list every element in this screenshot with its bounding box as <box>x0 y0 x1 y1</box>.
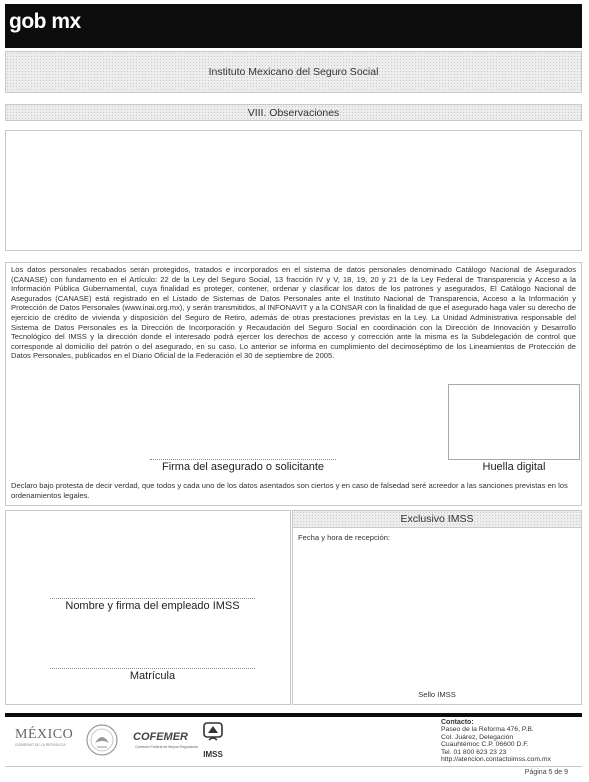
contact-phone: Tel. 01 800 623 23 23 <box>441 748 507 756</box>
contact-line: Col. Juárez, Delegación <box>441 733 514 741</box>
matricula-line <box>50 668 255 669</box>
employee-signature-label: Nombre y firma del empleado IMSS <box>65 600 240 612</box>
contact-link[interactable]: http://atencion.contactoimss.com.mx <box>441 756 551 764</box>
mexico-wordmark: MÉXICO <box>15 727 74 742</box>
seal-label: Sello IMSS <box>418 690 456 699</box>
gobmx-logo[interactable]: gob mx <box>9 10 81 33</box>
institution-title: Instituto Mexicano del Seguro Social <box>208 66 379 78</box>
employee-signature-line <box>50 598 255 599</box>
signature-label: Firma del asegurado o solicitante <box>161 461 325 473</box>
fingerprint-box <box>448 384 580 460</box>
mexico-logo <box>15 727 73 747</box>
exclusivo-header <box>293 511 581 528</box>
imss-eagle-icon <box>202 721 224 745</box>
contact-line: Cuauhtémoc C.P. 06600 D.F. <box>441 741 529 749</box>
contact-line: Paseo de la Reforma 476, P.B. <box>441 726 534 734</box>
top-bar <box>5 4 582 48</box>
reception-date-label: Fecha y hora de recepción: <box>298 533 391 542</box>
coat-of-arms-icon <box>85 721 119 759</box>
section-header <box>5 104 582 121</box>
matricula-label: Matrícula <box>129 670 176 682</box>
cofemer-logo: COFEMER <box>133 731 188 743</box>
page-number: Página 5 de 9 <box>524 769 568 776</box>
cofemer-subtitle: Comisión Federal de Mejora Regulatoria <box>135 745 198 749</box>
imss-logo <box>201 721 225 759</box>
mexico-subtitle: GOBIERNO DE LA REPÚBLICA <box>15 743 66 747</box>
fingerprint-label: Huella digital <box>482 461 546 473</box>
signature-line <box>150 459 336 460</box>
contact-title: Contacto: <box>441 719 474 726</box>
institution-banner <box>5 51 582 93</box>
privacy-notice: Los datos personales recabados serán protegidos, tratados e incorporados en el sistema de datos personales denominado Catálogo Nacional de Asegurados (CANASE) con fundamento en el Artículo: 22 de la Ley del Seguro Social, 13 fracción IV y V, 18, 19, 20 y 21 de la Ley Federal de Transparencia y Acceso a la Información Pública Gubernamental, cuya finalidad es proteger, contener, ordenar y clasificar los datos de los patrones y asegurados, El Catálogo Nacional de Asegurados (CANASE) está registrado en el Listado de Sistemas de Datos Personales ante el Instituto Nacional de Transparencia, Acceso a la Información y Protección de Datos Personales (www.inai.org.mx), y serán transmitidos, al INFONAVIT y a la CONSAR con la finalidad de que el asegurado haga valer su derecho de ejercicio de crédito de vivienda y disposición del Seguro de Retiro, además de otras prestaciones previstas en la Ley. La Unidad Administrativa responsable del Sistema de Datos Personales es la Dirección de Incorporación y Recaudación del Seguro Social en coordinación con la Dirección de Innovación y Desarrollo Tecnológico del IMSS y la dirección donde el interesado podrá ejercer los derechos de acceso y corrección ante la misma es la Subdelegación de control que corresponde al domicilio del patrón o del asegurado, en su caso. Lo anterior se informa en cumplimiento del decimoséptimo de los Lineamientos de Protección de Datos Personales, publicados en el Diario Oficial de la Federación el 30 de septiembre de 2005. <box>11 265 576 361</box>
contact-block <box>441 719 581 763</box>
section-title: VIII. Observaciones <box>247 107 340 119</box>
declaration-text: Declaro bajo protesta de decir verdad, que todos y cada uno de los datos asentados son ciertos y en caso de falsedad seré acreedor a las sanciones previstas en los ordenamientos legales. <box>11 481 568 500</box>
imss-wordmark: IMSS <box>203 750 223 759</box>
observaciones-field[interactable] <box>5 130 582 251</box>
exclusivo-title: Exclusivo IMSS <box>400 513 474 525</box>
